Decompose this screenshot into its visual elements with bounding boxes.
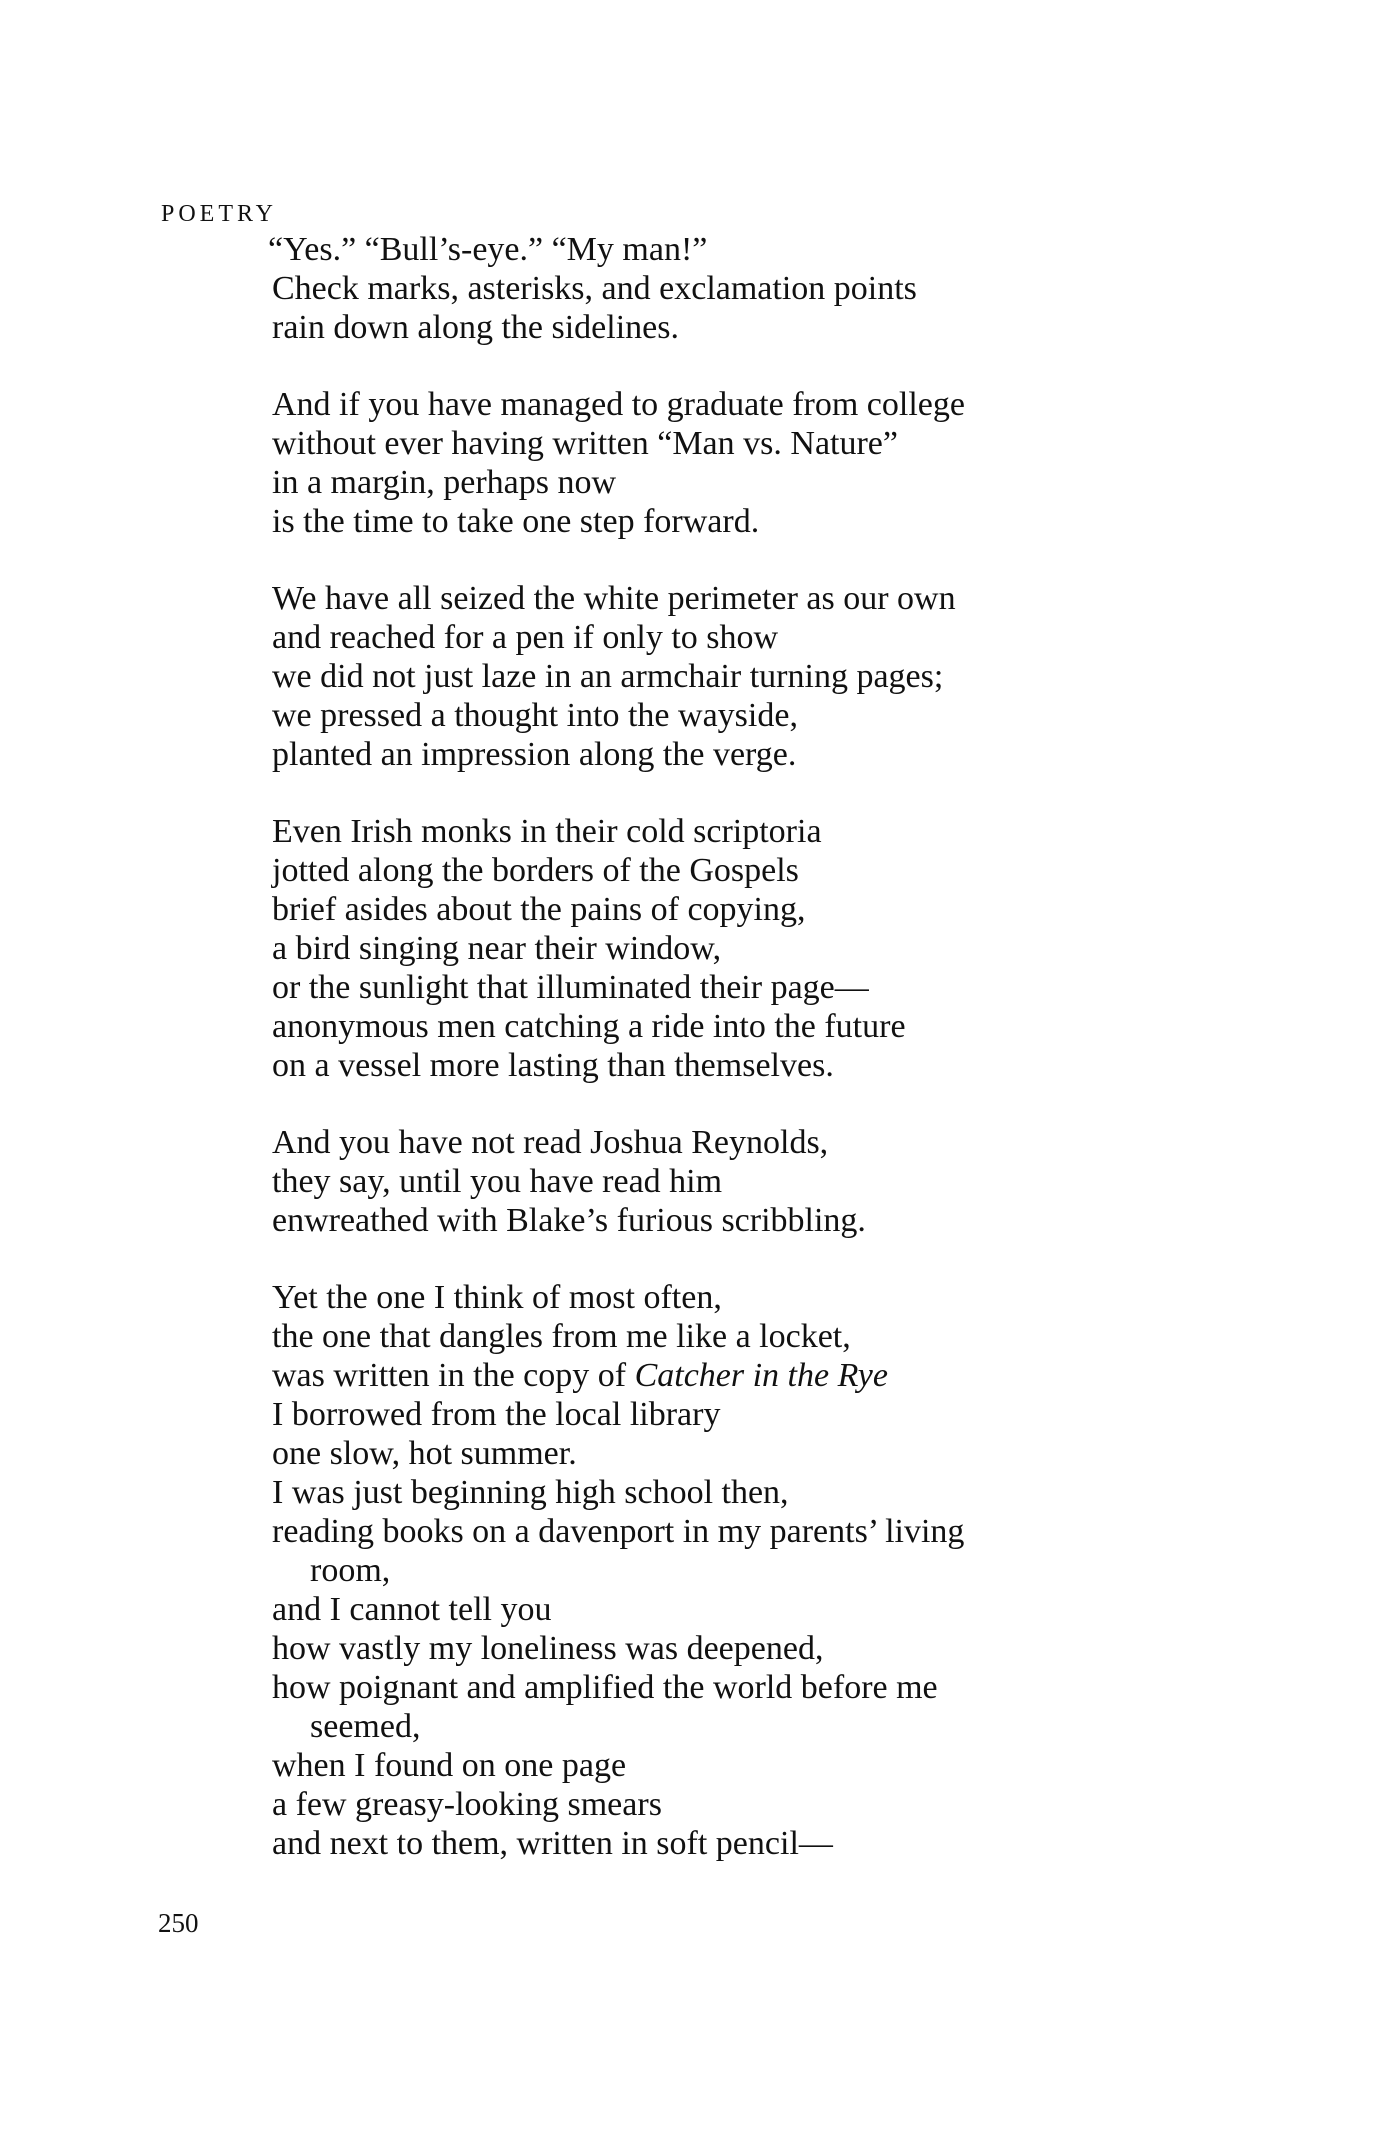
poem-line: and reached for a pen if only to show: [272, 619, 779, 656]
poem-line: jotted along the borders of the Gospels: [272, 852, 799, 889]
stanza-4: [272, 812, 1272, 1085]
poem-line: and next to them, written in soft pencil—: [272, 1825, 833, 1862]
poem-line: And you have not read Joshua Reynolds,: [272, 1124, 829, 1161]
poem-line: I was just beginning high school then,: [272, 1474, 789, 1511]
poem-line: planted an impression along the verge.: [272, 736, 797, 773]
poem-line: enwreathed with Blake’s furious scribbling.: [272, 1202, 866, 1239]
poem-line: [272, 1356, 1272, 1395]
poem-line: I borrowed from the local library: [272, 1396, 721, 1433]
book-title: Catcher in the Rye: [634, 1357, 888, 1394]
running-head: POETRY: [161, 201, 278, 227]
poem-line-continuation: seemed,: [310, 1708, 421, 1745]
page-number: 250: [158, 1908, 199, 1938]
poem-line: “Yes.” “Bull’s-eye.” “My man!”: [268, 231, 708, 268]
poem-line: and I cannot tell you: [272, 1591, 552, 1628]
poem-line: on a vessel more lasting than themselves.: [272, 1047, 834, 1084]
poem-line: in a margin, perhaps now: [272, 464, 617, 501]
poem-line: how vastly my loneliness was deepened,: [272, 1630, 824, 1667]
poem-line-text: was written in the copy of: [272, 1357, 635, 1394]
poem-line: the one that dangles from me like a locket,: [272, 1318, 851, 1355]
poem-line: And if you have managed to graduate from college: [272, 386, 965, 423]
poem-line: We have all seized the white perimeter as our own: [272, 580, 956, 617]
stanza-3: [272, 579, 1272, 774]
poem-line: a few greasy-looking smears: [272, 1786, 662, 1823]
poem-line: they say, until you have read him: [272, 1163, 723, 1200]
poem-line: reading books on a davenport in my parents’ living: [272, 1513, 965, 1550]
poem-line: Check marks, asterisks, and exclamation points: [272, 270, 917, 307]
stanza-2: [272, 385, 1272, 541]
poem-line: is the time to take one step forward.: [272, 503, 760, 540]
poem-line: Even Irish monks in their cold scriptoria: [272, 813, 822, 850]
poem-line: we did not just laze in an armchair turning pages;: [272, 658, 944, 695]
poem-body: [268, 230, 1272, 1901]
poem-line: a bird singing near their window,: [272, 930, 722, 967]
stanza-1: [268, 230, 1272, 347]
poem-line: we pressed a thought into the wayside,: [272, 697, 798, 734]
poem-line: Yet the one I think of most often,: [272, 1279, 722, 1316]
poem-line: brief asides about the pains of copying,: [272, 891, 806, 928]
poem-line: or the sunlight that illuminated their page—: [272, 969, 869, 1006]
poem-line: when I found on one page: [272, 1747, 627, 1784]
stanza-5: [272, 1123, 1272, 1240]
poem-line-continuation: room,: [310, 1552, 391, 1589]
poem-line: anonymous men catching a ride into the future: [272, 1008, 906, 1045]
stanza-6: [272, 1278, 1272, 1863]
poem-line: rain down along the sidelines.: [272, 309, 679, 346]
poem-line: how poignant and amplified the world before me: [272, 1669, 938, 1706]
poem-line: without ever having written “Man vs. Nature”: [272, 425, 898, 462]
poem-line: one slow, hot summer.: [272, 1435, 577, 1472]
